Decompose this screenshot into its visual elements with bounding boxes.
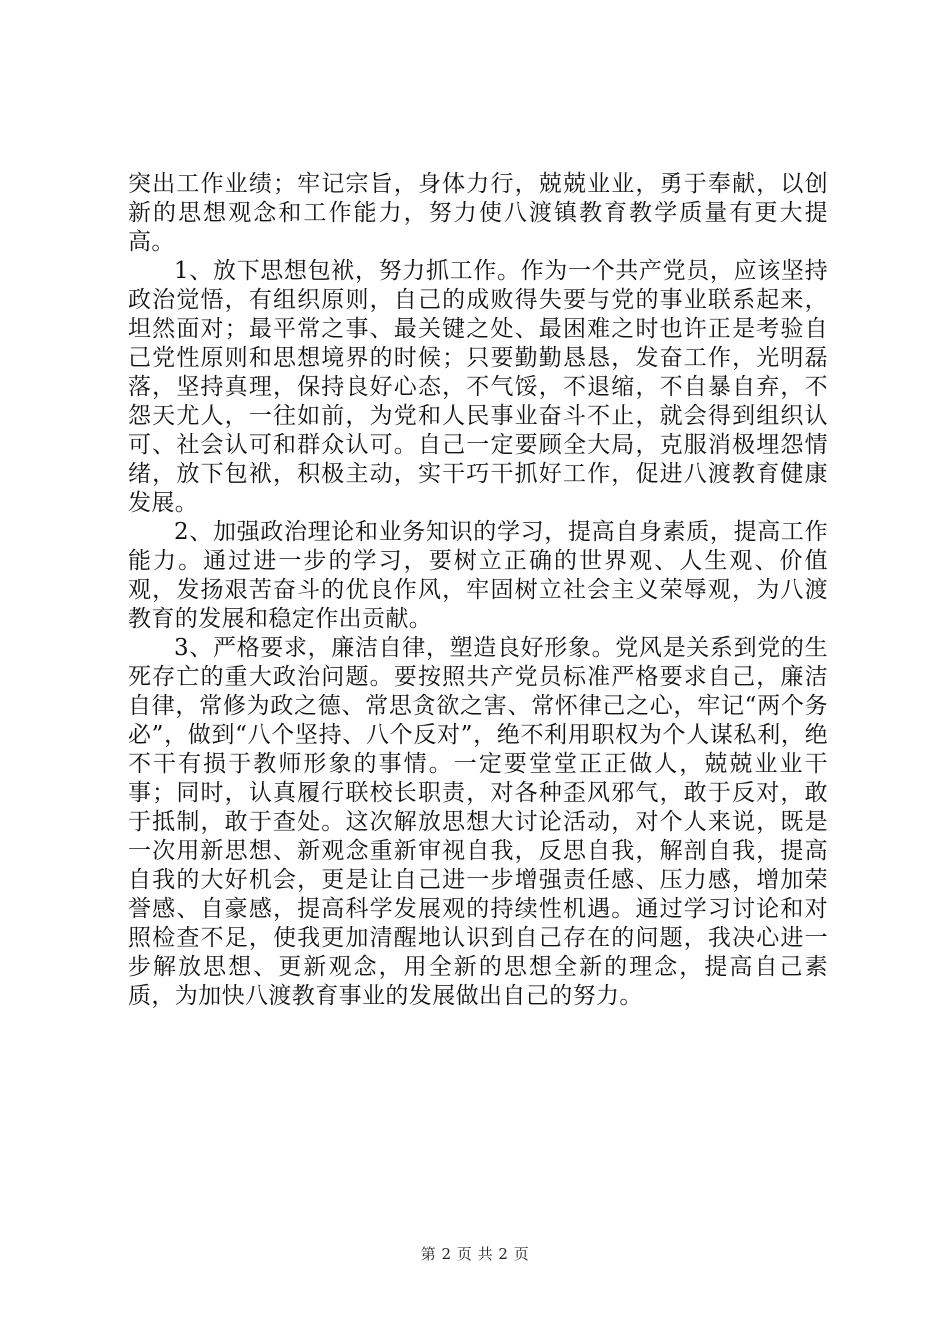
paragraph-point-3: 3、严格要求，廉洁自律，塑造良好形象。党风是关系到党的生死存亡的重大政治问题。要按照共产党员标准严格要求自己，廉洁自律，常修为政之德、常思贪欲之害、常怀律己之心，牢记“两个务必”，做到“八个坚持、八个反对”，绝不利用职权为个人谋私利，绝不干有损于教师形象的事情。一定要堂堂正正做人，兢兢业业干事；同时，认真履行联校长职责，对各种歪风邪气，敢于反对，敢于抵制，敢于查处。这次解放思想大讨论活动，对个人来说，既是一次用新思想、新观念重新审视自我，反思自我，解剖自我，提高自我的大好机会，更是让自己进一步增强责任感、压力感，增加荣誉感、自豪感，提高科学发展观的持续性机遇。通过学习讨论和对照检查不足，使我更加清醒地认识到自己存在的问题，我决心进一步解放思想、更新观念，用全新的思想全新的理念，提高自己素质，为加快八渡教育事业的发展做出自己的努力。 [128, 635, 828, 1009]
paragraph-continued: 突出工作业绩；牢记宗旨，身体力行，兢兢业业，勇于奉献，以创新的思想观念和工作能力，努力使八渡镇教育教学质量有更大提高。 [128, 171, 828, 255]
paragraph-point-1: 1、放下思想包袱，努力抓工作。作为一个共产党员，应该坚持政治觉悟，有组织原则，自己的成败得失要与党的事业联系起来，坦然面对；最平常之事、最关键之处、最困难之时也许正是考验自己党性原则和思想境界的时候；只要勤勤恳恳，发奋工作，光明磊落，坚持真理，保持良好心态，不气馁，不退缩，不自暴自弃，不怨天尤人，一往如前，为党和人民事业奋斗不止，就会得到组织认可、社会认可和群众认可。自己一定要顾全大局，克服消极埋怨情绪，放下包袱，积极主动，实干巧干抓好工作，促进八渡教育健康发展。 [128, 258, 828, 516]
document-body [128, 170, 828, 1011]
paragraph-point-2: 2、加强政治理论和业务知识的学习，提高自身素质，提高工作能力。通过进一步的学习，要树立正确的世界观、人生观、价值观，发扬艰苦奋斗的优良作风，牢固树立社会主义荣辱观，为八渡教育的发展和稳定作出贡献。 [128, 519, 828, 632]
page-number-footer: 第 2 页 共 2 页 [420, 1245, 530, 1263]
